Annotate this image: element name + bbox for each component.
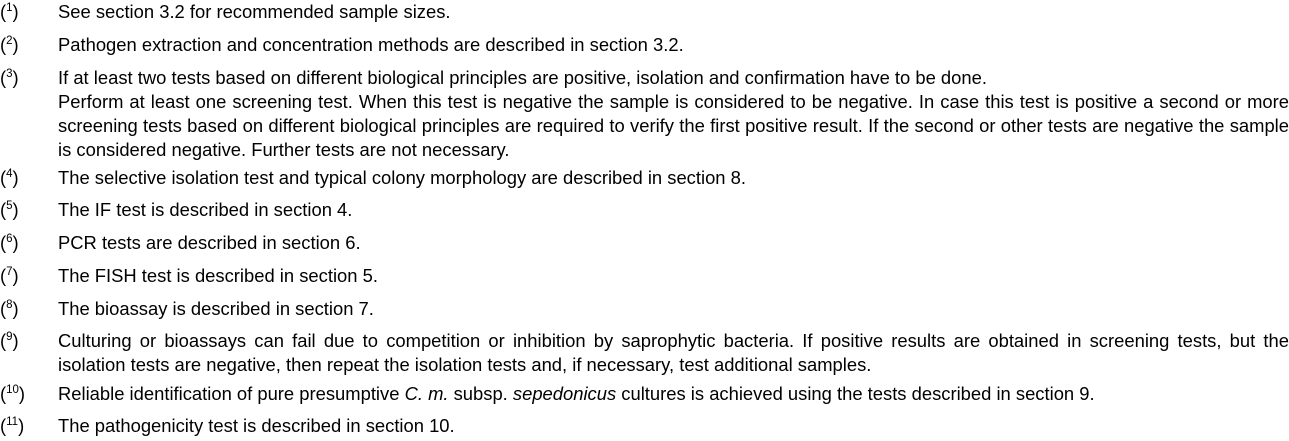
footnote-text: The bioassay is described in section 7. [58,298,374,319]
footnote-text: PCR tests are described in section 6. [58,232,361,253]
footnote-marker: ($^{11}$) [0,415,25,436]
footnote-marker: ($^3$) [0,67,19,88]
footnote-marker: ($^6$) [0,232,19,253]
footnote-marker: ($^1$) [0,1,19,22]
footnote-marker: ($^5$) [0,199,19,220]
footnote-text: Pathogen extraction and concentration methods are described in section 3.2. [58,34,684,55]
subspecies-name: sepedonicus [512,383,617,404]
footnote-marker: ($^{10}$) [0,383,26,404]
footnote-marker: ($^7$) [0,265,19,286]
footnote-marker: ($^9$) [0,330,19,351]
footnote-text: The selective isolation test and typical colony morphology are described in section 8. [58,167,746,188]
species-abbrev: C. m. [404,383,449,404]
footnote-text: Culturing or bioassays can fail due to competition or inhibition by saprophytic bacteria. If positive results are obtained in screening tests, but the isolation tests are negative, then repeat the isolation tests and, if necessary, test additional samples. [58,330,1289,375]
footnote-line: If at least two tests based on different biological principles are positive, isolation and confirmation have to be done. [58,67,987,88]
footnote-marker: ($^4$) [0,167,19,188]
footnote-paragraph: Perform at least one screening test. When this test is negative the sample is considered to be negative. In case this test is positive a second or more screening tests based on different biological principles are required to verify the first positive result. If the second or other tests are negative the sample is considered negative. Further tests are not necessary. [58,91,1289,160]
footnote-text: See section 3.2 for recommended sample sizes. [58,1,451,22]
footnote-marker: ($^8$) [0,298,19,319]
footnote-text: Reliable identification of pure presumptive C. m. subsp. sepedonicus cultures is achieved using the tests described in section 9. [58,383,1095,404]
footnote-marker: ($^2$) [0,34,19,55]
footnote-text: The pathogenicity test is described in section 10. [58,415,455,436]
footnote-text: The IF test is described in section 4. [58,199,353,220]
footnote-text: The FISH test is described in section 5. [58,265,378,286]
footnote-text [58,66,1289,162]
